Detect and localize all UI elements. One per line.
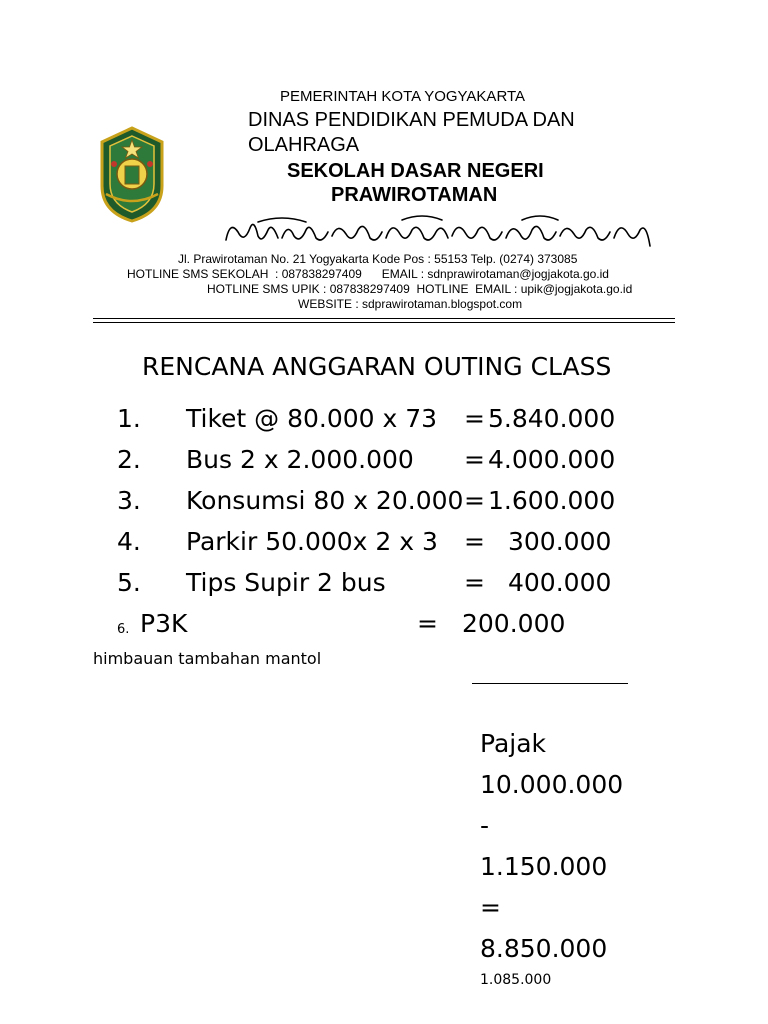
item-value: 5.840.000 xyxy=(488,404,616,433)
item-equals: = xyxy=(464,568,485,597)
item-label: Parkir 50.000x 2 x 3 xyxy=(186,527,438,556)
document-title: RENCANA ANGGARAN OUTING CLASS xyxy=(142,352,612,381)
item-value: 1.600.000 xyxy=(488,486,616,515)
department-name-line2: OLAHRAGA xyxy=(248,134,360,156)
item-label: Konsumsi 80 x 20.000 xyxy=(186,486,464,515)
item-value: 200.000 xyxy=(462,609,566,638)
item-number: 2. xyxy=(117,445,141,474)
item-equals: = xyxy=(464,486,485,515)
item-label: Bus 2 x 2.000.000 xyxy=(186,445,414,474)
pajak-label: Pajak xyxy=(480,729,547,758)
item-number: 3. xyxy=(117,486,141,515)
school-hotline: HOTLINE SMS SEKOLAH : 087838297409 EMAIL : sdnprawirotaman@jogjakota.go.id xyxy=(127,267,609,281)
school-name-line2: PRAWIROTAMAN xyxy=(331,184,498,206)
item-label: Tiket @ 80.000 x 73 xyxy=(186,404,438,433)
item-equals: = xyxy=(464,445,485,474)
upik-hotline: HOTLINE SMS UPIK : 087838297409 HOTLINE EMAIL : upik@jogjakota.go.id xyxy=(207,282,633,296)
item-value: 4.000.000 xyxy=(488,445,616,474)
header-divider-thin xyxy=(93,322,675,323)
header-divider-thick xyxy=(93,318,675,319)
government-name: PEMERINTAH KOTA YOGYAKARTA xyxy=(280,88,526,105)
item-label: Tips Supir 2 bus xyxy=(186,568,386,597)
sum-underline xyxy=(472,683,628,684)
item-number: 5. xyxy=(117,568,141,597)
school-name-line1: SEKOLAH DASAR NEGERI xyxy=(287,160,544,182)
javanese-script-graphic xyxy=(222,210,654,252)
item-number: 4. xyxy=(117,527,141,556)
item-equals: = xyxy=(417,609,438,638)
pajak-result: 8.850.000 xyxy=(480,934,608,963)
additional-note: himbauan tambahan mantol xyxy=(93,649,322,668)
city-emblem-logo xyxy=(92,124,172,224)
pajak-deduction: 1.150.000 xyxy=(480,852,608,881)
department-name-line1: DINAS PENDIDIKAN PEMUDA DAN xyxy=(248,109,575,131)
pajak-equals: = xyxy=(480,893,501,922)
item-equals: = xyxy=(464,404,485,433)
item-number: 1. xyxy=(117,404,141,433)
pajak-total: 10.000.000 xyxy=(480,770,624,799)
item-number: 6. xyxy=(117,622,130,637)
pajak-minus: - xyxy=(480,811,490,840)
item-value: 400.000 xyxy=(508,568,612,597)
item-equals: = xyxy=(464,527,485,556)
extra-value: 1.085.000 xyxy=(480,972,552,988)
item-label: P3K xyxy=(140,609,188,638)
school-address: Jl. Prawirotaman No. 21 Yogyakarta Kode Pos : 55153 Telp. (0274) 373085 xyxy=(178,252,578,266)
item-value: 300.000 xyxy=(508,527,612,556)
school-website: WEBSITE : sdprawirotaman.blogspot.com xyxy=(298,297,523,311)
